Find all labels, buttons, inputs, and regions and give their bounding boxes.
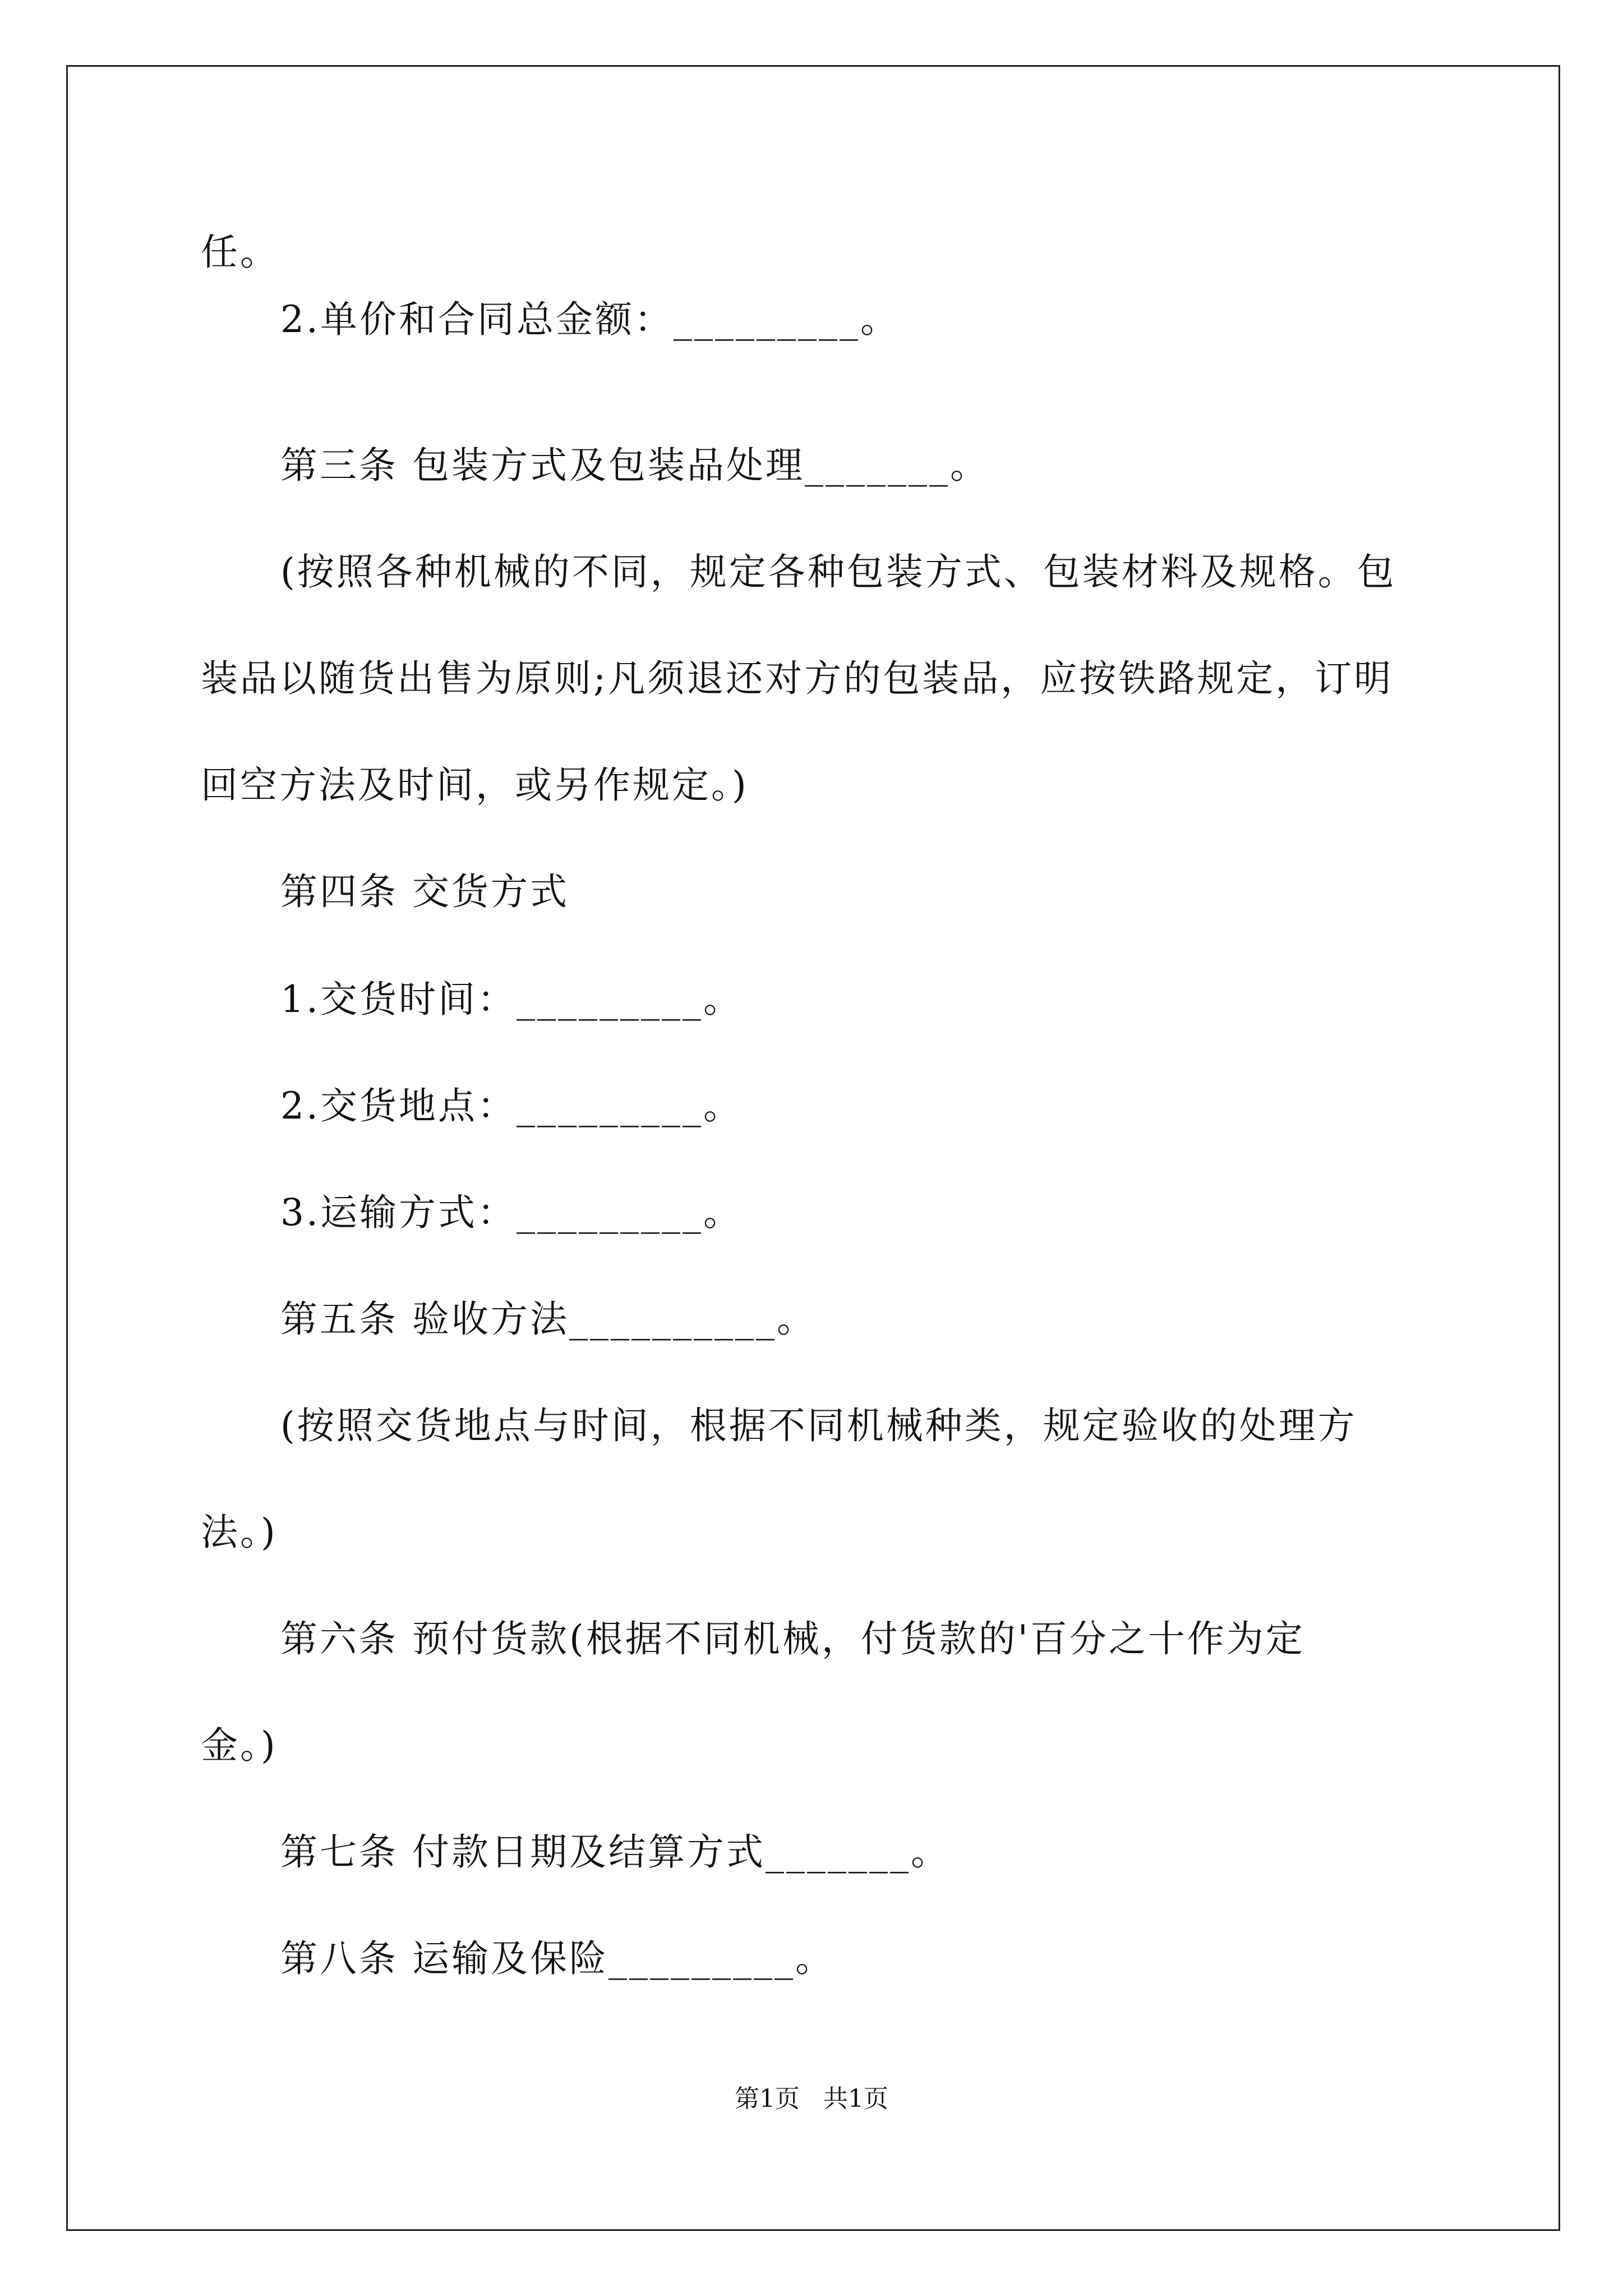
clause-heading: 第三条 包装方式及包装品处理_______。 <box>280 444 989 487</box>
clause-heading: 第八条 运输及保险_________。 <box>280 1937 834 1980</box>
page-number-footer: 第1页 共1页 <box>735 2085 888 2113</box>
text-line: 任。 <box>201 231 279 274</box>
text-line: 装品以随货出售为原则;凡须退还对方的包装品，应按铁路规定，订明 <box>201 657 1394 700</box>
clause-heading: 第六条 预付货款(根据不同机械，付货款的'百分之十作为定 <box>280 1617 1305 1660</box>
page-frame <box>66 65 1560 2231</box>
text-line: (按照交货地点与时间，根据不同机械种类，规定验收的处理方 <box>280 1404 1357 1447</box>
text-line: 2.单价和合同总金额：_________。 <box>280 298 900 341</box>
text-line: 金。) <box>201 1724 278 1767</box>
text-line: 2.交货地点：_________。 <box>280 1084 743 1128</box>
text-line: 回空方法及时间，或另作规定。) <box>201 763 749 807</box>
clause-heading: 第七条 付款日期及结算方式_______。 <box>280 1830 950 1874</box>
clause-heading: 第五条 验收方法__________。 <box>280 1297 816 1341</box>
clause-heading: 第四条 交货方式 <box>280 870 569 913</box>
text-line: 1.交货时间：_________。 <box>280 978 743 1021</box>
text-line: (按照各种机械的不同，规定各种包装方式、包装材料及规格。包 <box>280 550 1396 593</box>
text-line: 3.运输方式：_________。 <box>280 1191 743 1234</box>
text-line: 法。) <box>201 1511 278 1554</box>
